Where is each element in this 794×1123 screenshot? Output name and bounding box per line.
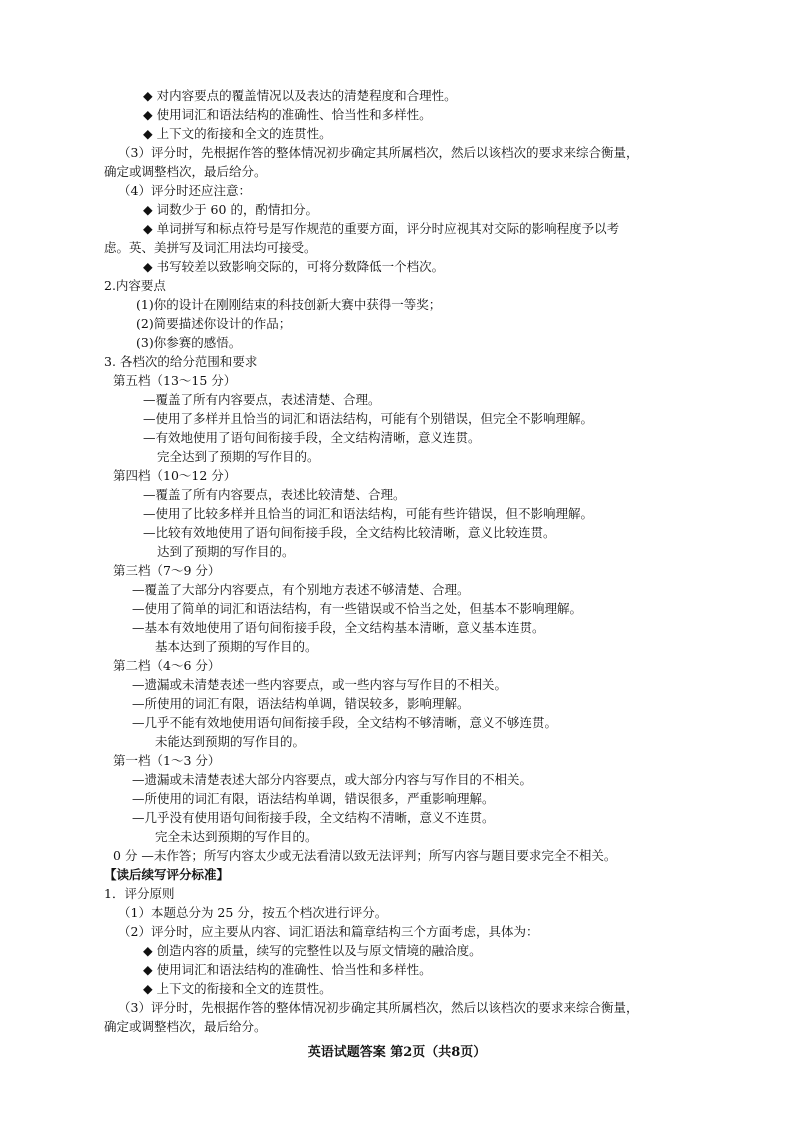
- grade-heading: 第三档（7～9 分）: [113, 563, 221, 578]
- paragraph-line: （4）评分时还应注意：: [118, 183, 251, 198]
- paragraph-line: （1）本题总分为 25 分，按五个档次进行评分。: [118, 905, 388, 920]
- grade-summary: 完全达到了预期的写作目的。: [157, 449, 320, 464]
- section-heading: 3. 各档次的给分范围和要求: [104, 354, 258, 369]
- bullet-line: ◆ 词数少于 60 的，酌情扣分。: [143, 202, 318, 217]
- content-point: (3)你参赛的感悟。: [136, 335, 242, 350]
- grade-criterion: —基本有效地使用了语句间衔接手段，全文结构基本清晰，意义基本连贯。: [132, 620, 545, 635]
- grade-heading: 第五档（13～15 分）: [113, 373, 237, 388]
- grade-criterion: —使用了简单的词汇和语法结构，有一些错误或不恰当之处，但基本不影响理解。: [132, 601, 583, 616]
- grade-zero: 0 分 —未作答；所写内容太少或无法看清以致无法评判；所写内容与题目要求完全不相关。: [113, 848, 617, 863]
- grade-criterion: —使用了多样并且恰当的词汇和语法结构，可能有个别错误，但完全不影响理解。: [143, 411, 594, 426]
- grade-criterion: —有效地使用了语句间衔接手段，全文结构清晰，意义连贯。: [143, 430, 481, 445]
- bullet-line: ◆ 创造内容的质量，续写的完整性以及与原文情境的融洽度。: [143, 943, 482, 958]
- content-point: (1)你的设计在刚刚结束的科技创新大赛中获得一等奖；: [136, 297, 442, 312]
- grade-heading: 第一档（1～3 分）: [113, 753, 221, 768]
- grade-summary: 达到了预期的写作目的。: [157, 544, 295, 559]
- grade-criterion: —遗漏或未清楚表述一些内容要点，或一些内容与写作目的不相关。: [132, 677, 508, 692]
- bullet-line: ◆ 单词拼写和标点符号是写作规范的重要方面，评分时应视其对交际的影响程度予以考: [143, 221, 620, 236]
- bullet-line: ◆ 上下文的衔接和全文的连贯性。: [143, 981, 332, 996]
- paragraph-line: （2）评分时，应主要从内容、词汇语法和篇章结构三个方面考虑，具体为：: [118, 924, 539, 939]
- bullet-line: ◆ 使用词汇和语法结构的准确性、恰当性和多样性。: [143, 107, 432, 122]
- grade-criterion: —几乎没有使用语句间衔接手段，全文结构不清晰，意义不连贯。: [132, 810, 495, 825]
- bullet-line: ◆ 使用词汇和语法结构的准确性、恰当性和多样性。: [143, 962, 432, 977]
- grade-heading: 第四档（10～12 分）: [113, 468, 237, 483]
- grade-criterion: —覆盖了所有内容要点，表述清楚、合理。: [143, 392, 381, 407]
- grade-criterion: —遗漏或未清楚表述大部分内容要点，或大部分内容与写作目的不相关。: [132, 772, 533, 787]
- content-point: (2)简要描述你设计的作品；: [136, 316, 292, 331]
- grade-heading: 第二档（4～6 分）: [113, 658, 221, 673]
- grade-summary: 未能达到预期的写作目的。: [155, 734, 306, 749]
- bullet-line: ◆ 上下文的衔接和全文的连贯性。: [143, 126, 332, 141]
- paragraph-line: 确定或调整档次，最后给分。: [104, 1019, 267, 1034]
- bullet-line: ◆ 书写较差以致影响交际的，可将分数降低一个档次。: [143, 259, 445, 274]
- grade-criterion: —覆盖了所有内容要点，表述比较清楚、合理。: [143, 487, 406, 502]
- paragraph-line: 虑。英、美拼写及词汇用法均可接受。: [104, 240, 317, 255]
- paragraph-line: （3）评分时，先根据作答的整体情况初步确定其所属档次，然后以该档次的要求来综合衡量，: [118, 145, 639, 160]
- grade-summary: 基本达到了预期的写作目的。: [155, 639, 318, 654]
- grade-criterion: —所使用的词汇有限，语法结构单调，错误很多，严重影响理解。: [132, 791, 495, 806]
- section-heading: 2.内容要点: [104, 278, 166, 293]
- grade-summary: 完全未达到预期的写作目的。: [155, 829, 318, 844]
- grade-criterion: —比较有效地使用了语句间衔接手段，全文结构比较清晰，意义比较连贯。: [143, 525, 556, 540]
- bullet-line: ◆ 对内容要点的覆盖情况以及表达的清楚程度和合理性。: [143, 88, 457, 103]
- paragraph-line: 确定或调整档次，最后给分。: [104, 164, 267, 179]
- grade-criterion: —几乎不能有效地使用语句间衔接手段，全文结构不够清晰，意义不够连贯。: [132, 715, 558, 730]
- section-title: 【读后续写评分标准】: [104, 867, 230, 882]
- grade-criterion: —使用了比较多样并且恰当的词汇和语法结构，可能有些许错误，但不影响理解。: [143, 506, 594, 521]
- grade-criterion: —覆盖了大部分内容要点，有个别地方表述不够清楚、合理。: [132, 582, 470, 597]
- section-heading: 1．评分原则: [104, 886, 175, 901]
- grade-criterion: —所使用的词汇有限，语法结构单调，错误较多，影响理解。: [132, 696, 470, 711]
- page-footer: 英语试题答案 第2页（共8页）: [307, 1045, 487, 1060]
- paragraph-line: （3）评分时，先根据作答的整体情况初步确定其所属档次，然后以该档次的要求来综合衡量，: [118, 1000, 639, 1015]
